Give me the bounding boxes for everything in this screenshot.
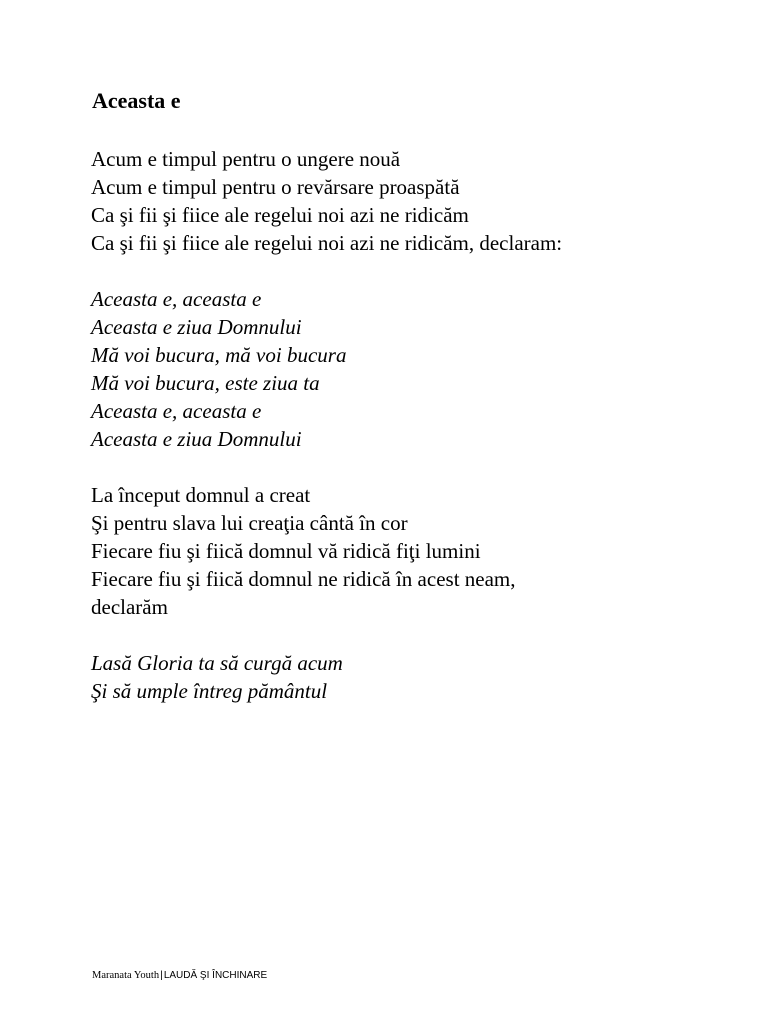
lyric-line: Fiecare fiu şi fiică domnul ne ridică în acest neam, [91,567,516,591]
verse-2 [91,481,516,621]
song-title: Aceasta e [92,88,181,113]
lyric-line: Acum e timpul pentru o ungere nouă [91,147,401,171]
footer-separator: | [160,969,163,981]
lyric-line: Aceasta e, aceasta e [91,287,262,311]
page-footer [92,968,267,983]
lyric-line: declarăm [91,595,168,619]
lyric-line: Aceasta e, aceasta e [91,399,262,423]
lyric-line: Şi să umple întreg pământul [91,679,328,703]
lyric-line: Acum e timpul pentru o revărsare proaspătă [91,175,460,199]
lyric-line: Ca şi fii şi fiice ale regelui noi azi ne ridicăm, declaram: [91,231,563,255]
lyric-line: Fiecare fiu şi fiică domnul vă ridică fiţi lumini [91,539,481,563]
bridge [91,649,343,705]
lyric-line: Mă voi bucura, mă voi bucura [91,343,347,367]
chorus [91,285,346,453]
lyric-line: Ca şi fii şi fiice ale regelui noi azi ne ridicăm [91,203,469,227]
footer-section: LAUDĂ ŞI ÎNCHINARE [163,970,268,981]
lyric-line: La început domnul a creat [91,483,311,507]
lyric-line: Aceasta e ziua Domnului [91,315,302,339]
verse-1 [91,145,562,257]
lyric-line: Lasă Gloria ta să curgă acum [91,651,343,675]
lyric-line: Mă voi bucura, este ziua ta [91,371,320,395]
footer-author: Maranata Youth [92,970,160,981]
lyric-line: Şi pentru slava lui creaţia cântă în cor [91,511,408,535]
lyric-line: Aceasta e ziua Domnului [91,427,302,451]
